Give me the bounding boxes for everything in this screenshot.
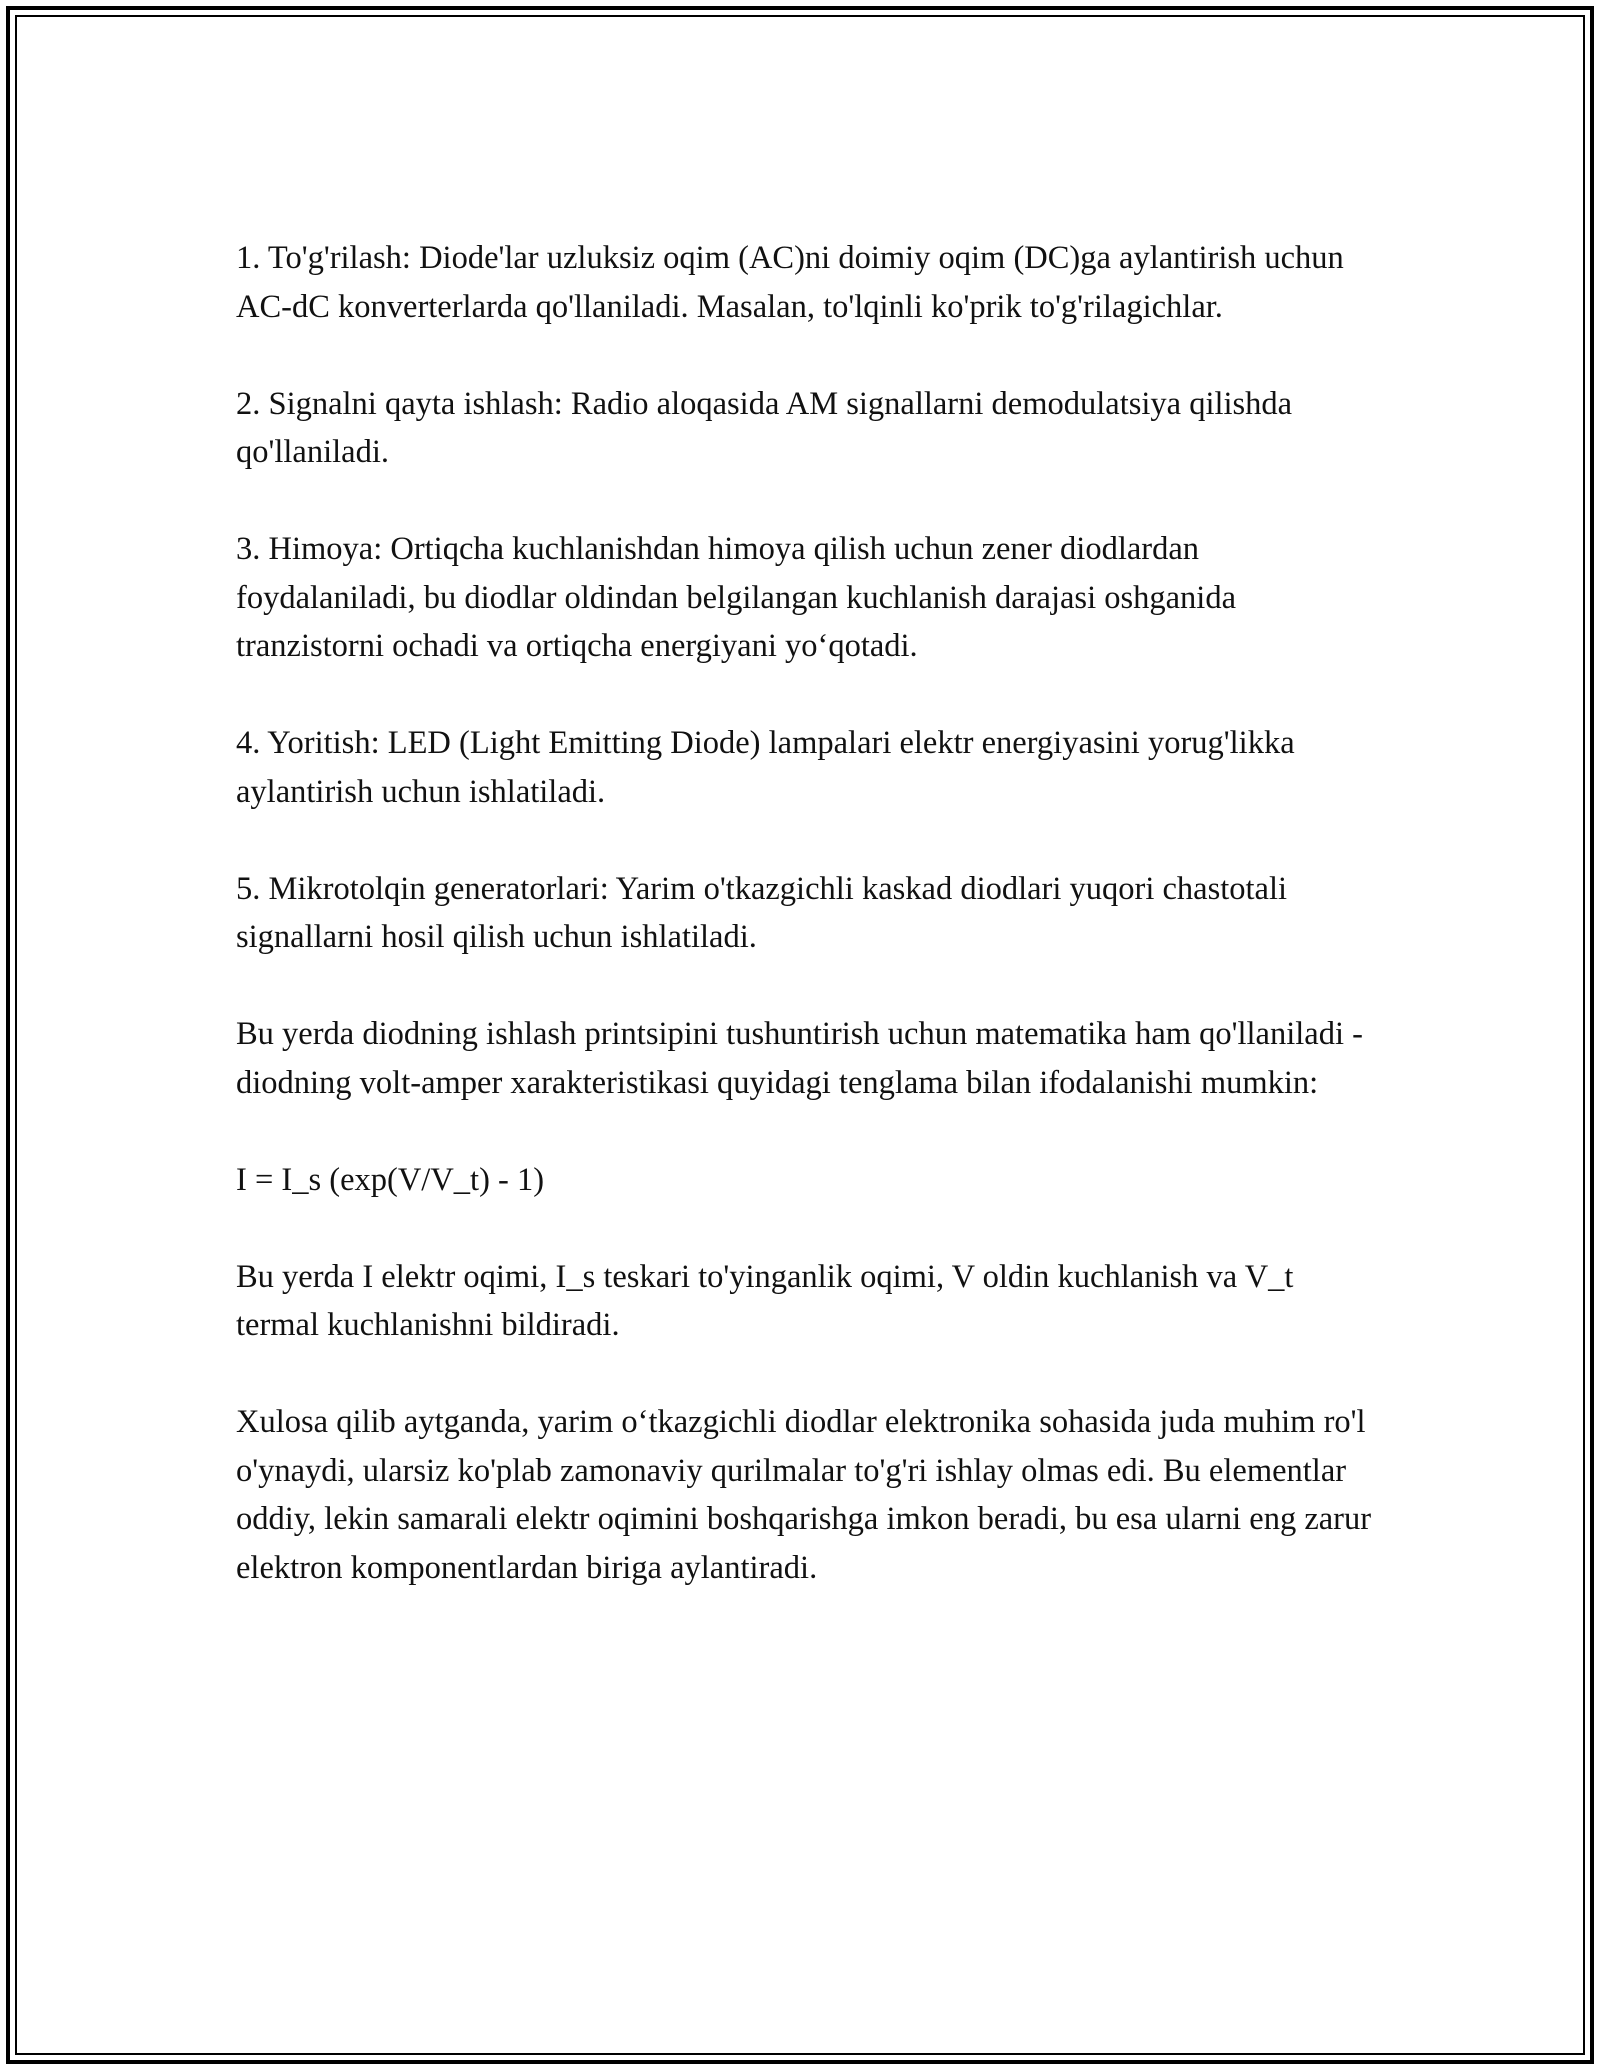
paragraph-math-intro: Bu yerda diodning ishlash printsipini tushuntirish uchun matematika ham qo'llaniladi - diodning volt-amper xarakteristikasi quyidagi tenglama bilan ifodalanishi mumkin:	[236, 1016, 1363, 1101]
paragraph-microwave-generators: 5. Mikrotolqin generatorlari: Yarim o'tkazgichli kaskad diodlari yuqori chastotali signallarni hosil qilish uchun ishlatiladi.	[236, 870, 1288, 955]
paragraph-lighting: 4. Yoritish: LED (Light Emitting Diode) lampalari elektr energiyasini yorug'likka aylantirish uchun ishlatiladi.	[236, 725, 1295, 810]
paragraph-conclusion: Xulosa qilib aytganda, yarim o‘tkazgichli diodlar elektronika sohasida juda muhim ro'l o'ynaydi, ularsiz ko'plab zamonaviy qurilmalar to'g'ri ishlay olmas edi. Bu elementlar oddiy, lekin samarali elektr oqimini boshqarishga imkon beradi, bu esa ularni eng zarur elektron komponentlardan biriga aylantiradi.	[236, 1404, 1372, 1586]
paragraph-signal-processing: 2. Signalni qayta ishlash: Radio aloqasida AM signallarni demodulatsiya qilishda qo'llaniladi.	[236, 385, 1293, 470]
paragraph-equation-explanation: Bu yerda I elektr oqimi, I_s teskari to'yinganlik oqimi, V oldin kuchlanish va V_t termal kuchlanishni bildiradi.	[236, 1258, 1294, 1343]
paragraph-rectification: 1. To'g'rilash: Diode'lar uzluksiz oqim (AC)ni doimiy oqim (DC)ga aylantirish uchun AC-dC konverterlarda qo'llaniladi. Masalan, to'lqinli ko'prik to'g'rilagichlar.	[236, 240, 1344, 325]
equation-diode-current: I = I_s (exp(V/V_t) - 1)	[236, 1161, 545, 1198]
paragraph-protection: 3. Himoya: Ortiqcha kuchlanishdan himoya qilish uchun zener diodlardan foydalaniladi, bu diodlar oldindan belgilangan kuchlanish darajasi oshganida tranzistorni ochadi va ortiqcha energiyani yo‘qotadi.	[236, 531, 1237, 664]
document-body	[236, 234, 1376, 1592]
